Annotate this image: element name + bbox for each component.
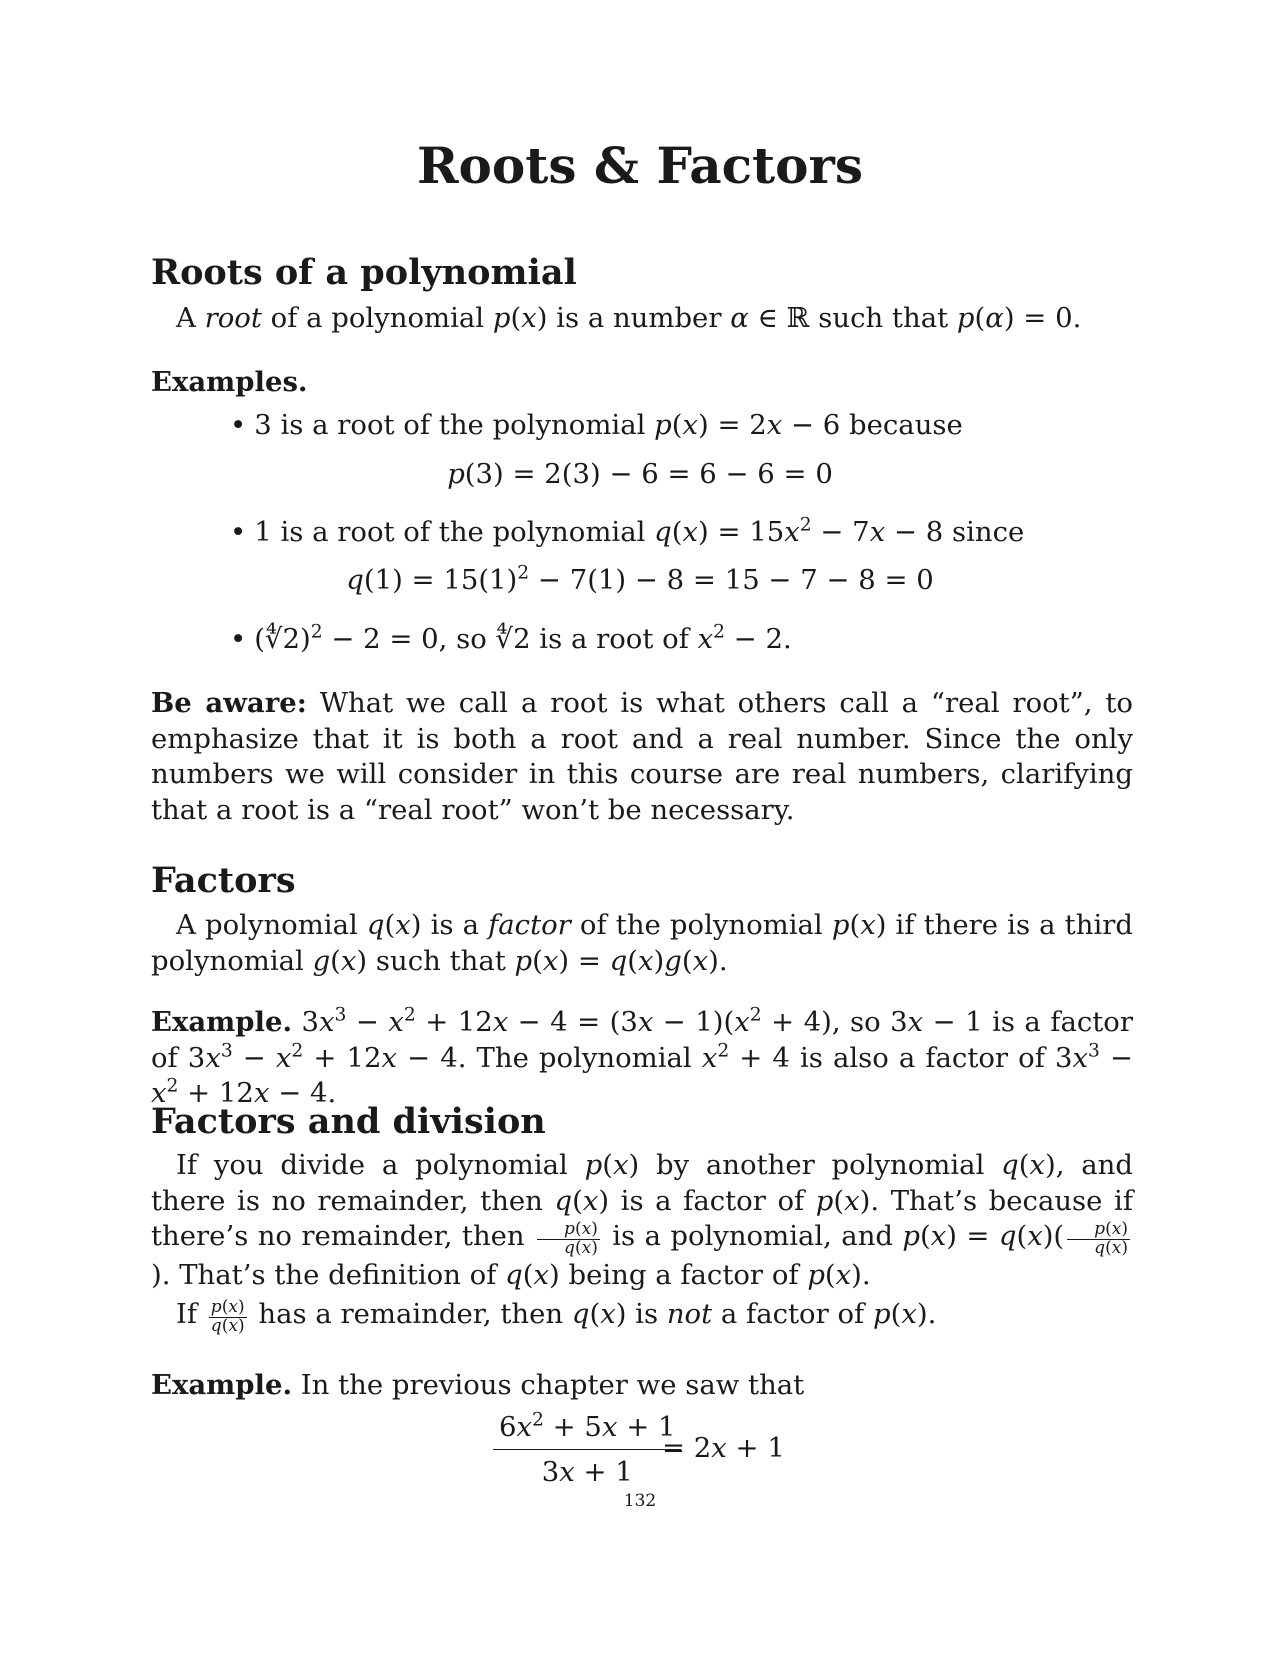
heading-factors: Factors bbox=[151, 860, 296, 901]
example-item: • 1 is a root of the polynomial $q(x) = 15x^2 - 7x - 8$ since bbox=[230, 514, 1025, 548]
heading-roots: Roots of a polynomial bbox=[151, 252, 577, 293]
fraction-numerator: $6x^2 + 5x + 1$ bbox=[493, 1411, 681, 1450]
example-item: • 3 is a root of the polynomial p(x) = 2x − 6 because bbox=[230, 409, 963, 441]
factors-definition: A polynomial q(x) is a factor of the polynomial p(x) if there is a third polynomial g(x) such that p(x) = q(x)g(x). bbox=[151, 909, 1133, 977]
display-fraction bbox=[493, 1411, 681, 1488]
display-equation: $q(1) = 15(1)^2 - 7(1) - 8 = 15 - 7 - 8 = 0$ bbox=[346, 562, 934, 596]
factors-example: Example. $3x^3 - x^2 + 12x - 4 = (3x - 1)(x^2 + 4)$, so 3x − 1 is a factor of $3x^3 - x^2 + 12x - 4$. The polynomial $x^2 + 4$ is also a factor of $3x^3 - x^2 + 12x - 4$. bbox=[151, 1004, 1133, 1109]
example-item: • (∜2)$^2$ − 2 = 0, so ∜2 is a root of $x^2 - 2$. bbox=[230, 621, 792, 655]
division-paragraph: If you divide a polynomial p(x) by another polynomial q(x), and there is no remainder, then q(x) is a factor of p(x). That’s because if there’s no remainder, then $\frac{p(x)}{q(x)}$ is a polynomial, and p(x) = q(x)( $\frac{p(x)}{q(x)}$ ). That’s the definition of q(x) being a factor of p(x). bbox=[151, 1149, 1134, 1291]
page-number: 132 bbox=[623, 1491, 657, 1511]
heading-factors-division: Factors and division bbox=[151, 1101, 546, 1142]
division-example: Example. In the previous chapter we saw that bbox=[151, 1369, 805, 1401]
division-remainder-note: If $\frac{p(x)}{q(x)}$ has a remainder, then q(x) is not a factor of p(x). bbox=[176, 1296, 937, 1336]
display-equation: p(3) = 2(3) − 6 = 6 − 6 = 0 bbox=[447, 458, 833, 490]
examples-label: Examples. bbox=[151, 366, 308, 398]
fraction-denominator: 3x + 1 bbox=[541, 1456, 633, 1488]
be-aware-paragraph: Be aware: What we call a root is what others call a “real root”, to emphasize that it is both a root and a real number. Since the only numbers we will consider in this course are real numbers, clarifying that a root is a “real root” won’t be necessary. bbox=[151, 687, 1133, 826]
roots-definition: A root of a polynomial p(x) is a number α ∈ ℝ such that p(α) = 0. bbox=[176, 302, 1082, 334]
page-title: Roots & Factors bbox=[417, 136, 863, 195]
fraction-rhs: = 2x + 1 bbox=[662, 1432, 785, 1464]
